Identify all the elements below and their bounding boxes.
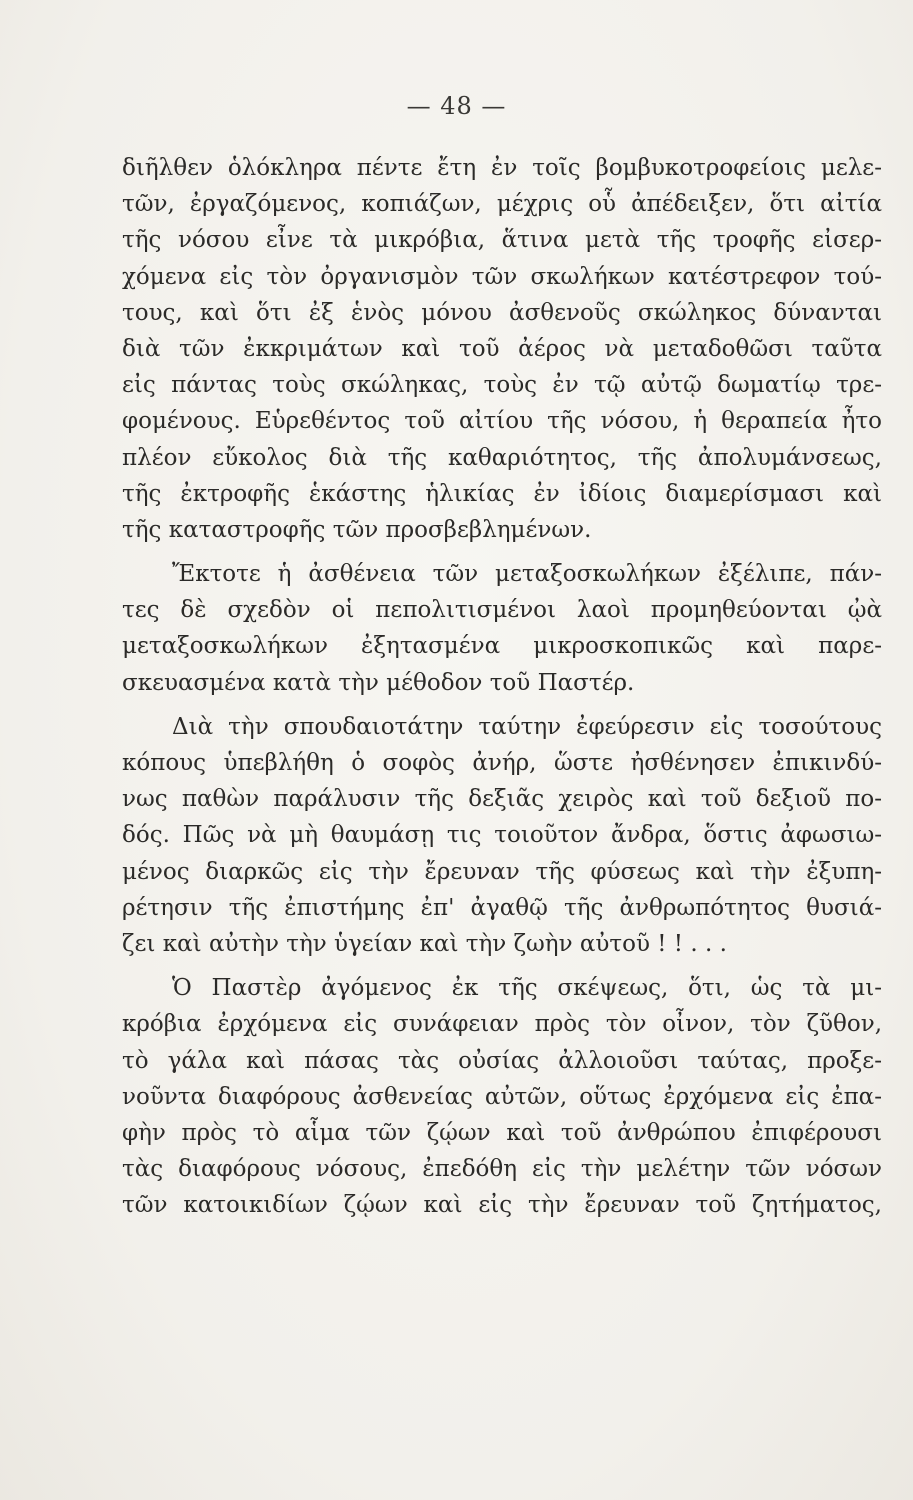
- page-number: — 48 —: [406, 92, 507, 120]
- text-line: εἰς πάντας τοὺς σκώληκας, τοὺς ἐν τῷ αὐτῷ δωματίῳ τρε-: [122, 372, 882, 399]
- text-line: τῆς ἐκτροφῆς ἑκάστης ἡλικίας ἐν ἰδίοις διαμερίσμασι καὶ: [122, 480, 882, 507]
- text-line: διῆλθεν ὁλόκληρα πέντε ἔτη ἐν τοῖς βομβυκοτροφείοις μελε-: [122, 155, 882, 181]
- body-text: [122, 150, 882, 1223]
- text-line: ρέτησιν τῆς ἐπιστήμης ἐπ' ἀγαθῷ τῆς ἀνθρωπότητος θυσιά-: [122, 894, 882, 921]
- paragraph-4: [122, 970, 882, 1223]
- text-line: τῆς νόσου εἶνε τὰ μικρόβια, ἅτινα μετὰ τῆς τροφῆς εἰσερ-: [122, 227, 882, 254]
- text-line: τῆς καταστροφῆς τῶν προσβεβλημένων.: [122, 516, 592, 543]
- text-line: χόμενα εἰς τὸν ὀργανισμὸν τῶν σκωλήκων κατέστρεφον τού-: [122, 263, 882, 290]
- text-line: τῶν κατοικιδίων ζῴων καὶ εἰς τὴν ἔρευναν τοῦ ζητήματος,: [122, 1192, 882, 1219]
- text-line: πλέον εὔκολος διὰ τῆς καθαριότητος, τῆς ἀπολυμάνσεως,: [122, 444, 882, 471]
- text-line: Διὰ τὴν σπουδαιοτάτην ταύτην ἐφεύρεσιν εἰς τοσούτους: [172, 713, 882, 740]
- text-line: τες δὲ σχεδὸν οἱ πεπολιτισμένοι λαοὶ προμηθεύονται ᾠὰ: [122, 597, 882, 624]
- text-line: τὸ γάλα καὶ πάσας τὰς οὐσίας ἀλλοιοῦσι ταύτας, προξε-: [122, 1047, 882, 1074]
- text-line: νως παθὼν παράλυσιν τῆς δεξιᾶς χειρὸς καὶ τοῦ δεξιοῦ πο-: [122, 786, 882, 813]
- paragraph-spacer: [122, 548, 882, 556]
- text-line: νοῦντα διαφόρους ἀσθενείας αὐτῶν, οὕτως ἐρχόμενα εἰς ἐπα-: [122, 1083, 882, 1110]
- text-line: δός. Πῶς νὰ μὴ θαυμάσῃ τις τοιοῦτον ἄνδρα, ὅστις ἀφωσιω-: [122, 822, 882, 849]
- text-line: κόπους ὑπεβλήθη ὁ σοφὸς ἀνήρ, ὥστε ἠσθένησεν ἐπικινδύ-: [122, 750, 882, 776]
- text-line: φὴν πρὸς τὸ αἷμα τῶν ζῴων καὶ τοῦ ἀνθρώπου ἐπιφέρουσι: [122, 1119, 882, 1146]
- text-line: Ὁ Παστὲρ ἀγόμενος ἐκ τῆς σκέψεως, ὅτι, ὡς τὰ μι-: [172, 975, 882, 1002]
- text-line: διὰ τῶν ἐκκριμάτων καὶ τοῦ ἀέρος νὰ μεταδοθῶσι ταῦτα: [122, 335, 882, 362]
- text-line: σκευασμένα κατὰ τὴν μέθοδον τοῦ Παστέρ.: [122, 669, 635, 696]
- text-line: τὰς διαφόρους νόσους, ἐπεδόθη εἰς τὴν μελέτην τῶν νόσων: [122, 1156, 882, 1183]
- paragraph-spacer: [122, 701, 882, 709]
- text-line: φομένους. Εὑρεθέντος τοῦ αἰτίου τῆς νόσου, ἡ θεραπεία ἦτο: [122, 408, 882, 435]
- paragraph-2: [122, 556, 882, 701]
- paragraph-1: [122, 150, 882, 548]
- text-line: ζει καὶ αὐτὴν τὴν ὑγείαν καὶ τὴν ζωὴν αὐτοῦ ! ! . . .: [122, 930, 727, 957]
- text-line: μένος διαρκῶς εἰς τὴν ἔρευναν τῆς φύσεως καὶ τὴν ἐξυπη-: [122, 858, 882, 885]
- text-line: κρόβια ἐρχόμενα εἰς συνάφειαν πρὸς τὸν οἶνον, τὸν ζῦθον,: [122, 1011, 882, 1038]
- paragraph-3: [122, 709, 882, 962]
- text-line: τους, καὶ ὅτι ἐξ ἑνὸς μόνου ἀσθενοῦς σκώληκος δύνανται: [122, 299, 882, 326]
- text-line: μεταξοσκωλήκων ἐξητασμένα μικροσκοπικῶς καὶ παρε-: [122, 633, 882, 660]
- text-line: Ἔκτοτε ἡ ἀσθένεια τῶν μεταξοσκωλήκων ἐξέλιπε, πάν-: [172, 561, 882, 588]
- text-line: τῶν, ἐργαζόμενος, κοπιάζων, μέχρις οὗ ἀπέδειξεν, ὅτι αἰτία: [122, 191, 882, 218]
- paragraph-spacer: [122, 962, 882, 970]
